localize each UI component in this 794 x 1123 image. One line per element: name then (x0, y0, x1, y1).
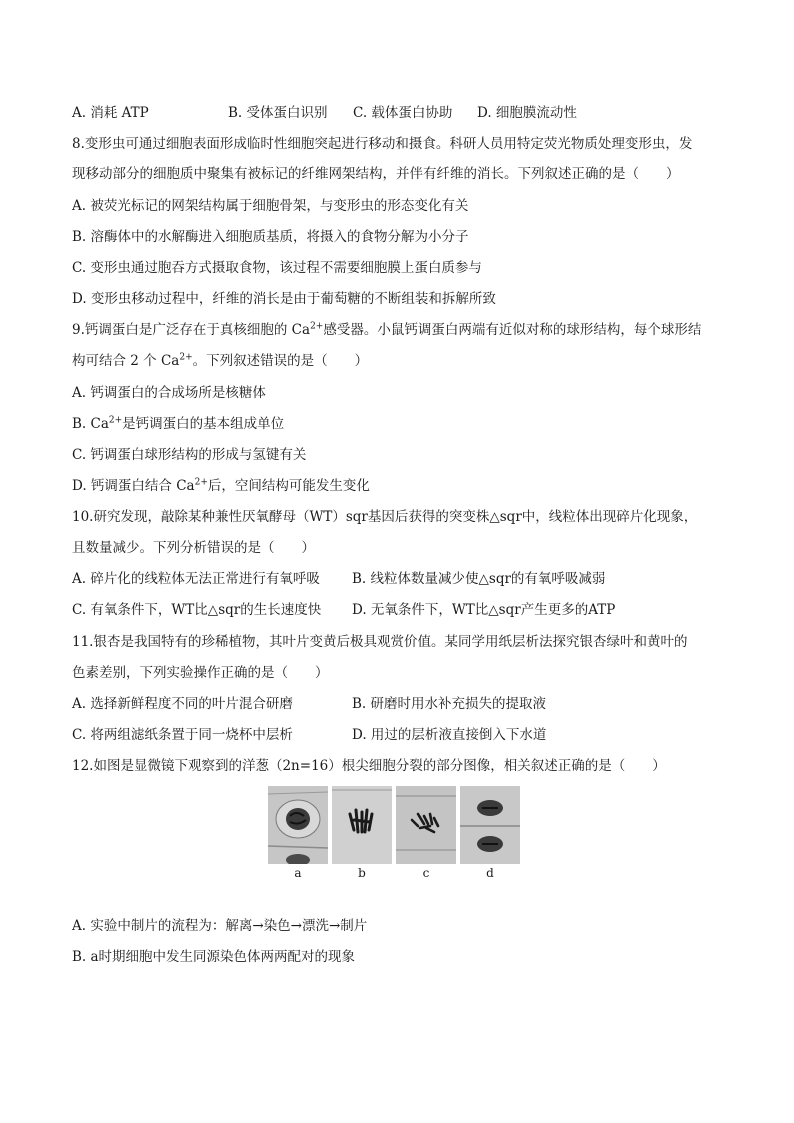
q7-option-a[interactable]: A. 消耗 ATP (72, 105, 149, 121)
micrograph-panel-c (396, 786, 456, 864)
q7-option-b[interactable]: B. 受体蛋白识别 (228, 105, 328, 121)
panel-label-d: d (486, 866, 494, 880)
q8-option-c[interactable]: C. 变形虫通过胞吞方式摄取食物，该过程不需要细胞膜上蛋白质参与 (72, 260, 482, 276)
q9-option-c[interactable]: C. 钙调蛋白球形结构的形成与氢键有关 (72, 447, 307, 463)
q7-option-c[interactable]: C. 载体蛋白协助 (353, 105, 453, 121)
q9-option-a[interactable]: A. 钙调蛋白的合成场所是核糖体 (72, 385, 266, 401)
q12-option-a[interactable]: A. 实验中制片的流程为：解离→染色→漂洗→制片 (72, 918, 368, 934)
q11-stem-line2: 色素差别，下列实验操作正确的是（ ） (72, 665, 329, 681)
micrograph-panel-d (460, 786, 520, 864)
panel-label-c: c (422, 866, 430, 880)
micrograph-figure (268, 786, 524, 886)
q8-stem-line1: 8.变形虫可通过细胞表面形成临时性细胞突起进行移动和摄食。科研人员用特定荧光物质处理变形虫，发 (72, 136, 693, 152)
q8-option-b[interactable]: B. 溶酶体中的水解酶进入细胞质基质，将摄入的食物分解为小分子 (72, 229, 469, 245)
q9-stem-line1: 9.钙调蛋白是广泛存在于真核细胞的 $Ca^{2+}$感受器。小鼠钙调蛋白两端有近似对称的球形结构，每个球形结 (72, 321, 702, 338)
q10-stem-line2: 且数量减少。下列分析错误的是（ ） (72, 540, 315, 556)
q12-stem: 12.如图是显微镜下观察到的洋葱（2n=16）根尖细胞分裂的部分图像，相关叙述正确的是（ ） (72, 758, 666, 774)
q10-option-b[interactable]: B. 线粒体数量减少使△sqr的有氧呼吸减弱 (352, 571, 606, 587)
q11-options-row2 (72, 725, 734, 745)
q10-options-row2 (72, 600, 734, 620)
q11-option-c[interactable]: C. 将两组滤纸条置于同一烧杯中层析 (72, 727, 293, 743)
q8-option-a[interactable]: A. 被荧光标记的网架结构属于细胞骨架，与变形虫的形态变化有关 (72, 198, 469, 214)
q10-option-d[interactable]: D. 无氧条件下，WT比△sqr产生更多的ATP (352, 602, 616, 618)
q11-option-a[interactable]: A. 选择新鲜程度不同的叶片混合研磨 (72, 696, 293, 712)
q10-option-a[interactable]: A. 碎片化的线粒体无法正常进行有氧呼吸 (72, 571, 320, 587)
q9-stem-line2: 构可结合 2 个 $Ca^{2+}$。下列叙述错误的是（ ） (72, 352, 369, 369)
q7-options (72, 103, 734, 123)
panel-label-b: b (358, 866, 366, 880)
q10-option-c[interactable]: C. 有氧条件下，WT比△sqr的生长速度快 (72, 602, 322, 618)
micrograph-panel-a (268, 786, 328, 864)
q9-option-d[interactable]: D. 钙调蛋白结合 $Ca^{2+}$后，空间结构可能发生变化 (72, 477, 370, 494)
q11-option-b[interactable]: B. 研磨时用水补充损失的提取液 (352, 696, 547, 712)
q7-option-d[interactable]: D. 细胞膜流动性 (477, 105, 577, 121)
micrograph-panel-b (332, 786, 392, 864)
q8-stem-line2: 现移动部分的细胞质中聚集有被标记的纤维网架结构，并伴有纤维的消长。下列叙述正确的是（ ） (72, 166, 680, 182)
q11-option-d[interactable]: D. 用过的层析液直接倒入下水道 (352, 727, 547, 743)
q8-option-d[interactable]: D. 变形虫移动过程中，纤维的消长是由于葡萄糖的不断组装和拆解所致 (72, 291, 496, 307)
q12-option-b[interactable]: B. a时期细胞中发生同源染色体两两配对的现象 (72, 949, 356, 965)
panel-label-a: a (294, 866, 302, 880)
q11-stem-line1: 11.银杏是我国特有的珍稀植物，其叶片变黄后极具观赏价值。某同学用纸层析法探究银杏绿叶和黄叶的 (72, 634, 688, 650)
q10-options-row1 (72, 569, 734, 589)
q10-stem-line1: 10.研究发现，敲除某种兼性厌氧酵母（WT）sqr基因后获得的突变株△sqr中，线粒体出现碎片化现象， (72, 509, 698, 525)
q9-option-b[interactable]: B. $Ca^{2+}$是钙调蛋白的基本组成单位 (72, 415, 285, 432)
q11-options-row1 (72, 694, 734, 714)
